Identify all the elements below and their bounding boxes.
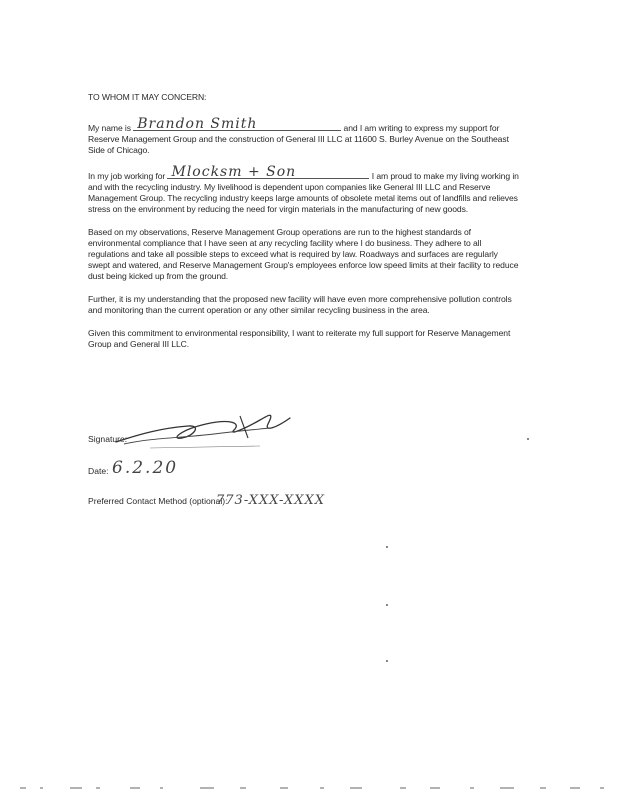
handwritten-date: 6.2.20 — [112, 458, 179, 478]
handwritten-name: Brandon Smith — [137, 116, 258, 132]
date-row — [88, 454, 428, 480]
paragraph-closing: Given this commitment to environmental responsibility, I want to reiterate my full support for Reserve Management Group and General III LLC. — [88, 328, 511, 349]
handwritten-signature — [110, 408, 300, 452]
signature-block — [88, 422, 428, 510]
intro-lead: My name is — [88, 123, 131, 133]
handwritten-contact: 773-XXX-XXXX — [216, 493, 325, 508]
job-lead: In my job working for — [88, 171, 166, 181]
signature-row — [88, 422, 428, 448]
contact-row — [88, 484, 428, 510]
paragraph-understanding: Further, it is my understanding that the proposed new facility will have even more comprehensive pollution controls and monitoring than the current operation or any other similar recycling business in the area. — [88, 294, 512, 315]
letter-body — [88, 92, 520, 362]
scan-speck — [386, 546, 388, 548]
contact-label: Preferred Contact Method (optional): — [88, 496, 228, 506]
scan-speck — [386, 660, 388, 662]
paragraph-job — [88, 164, 520, 215]
intro-rest: and I am writing to express my support for Reserve Management Group and the construction of General III LLC at 11600 S. Burley Avenue on the Southeast Side of Chicago. — [88, 123, 509, 155]
signature-label: Signature: — [88, 434, 128, 444]
paragraph-intro — [88, 116, 520, 156]
scan-speck — [527, 438, 529, 440]
name-fill-line — [133, 116, 341, 132]
salutation: TO WHOM IT MAY CONCERN: — [88, 92, 207, 102]
handwritten-company: Mlocksm + Son — [171, 164, 297, 180]
date-label: Date: — [88, 466, 109, 476]
scan-speck — [386, 604, 388, 606]
company-fill-line — [167, 164, 369, 180]
paragraph-observations: Based on my observations, Reserve Management Group operations are run to the highest standards of environmental compliance that I have seen at any recycling facility where I do business. They adhere to all regulations and take all possible steps to exceed what is required by law. Roadways and surfaces are regularly swept and watered, and Reserve Management Group's employees enforce low speed limits at their facility to reduce dust being kicked up from the ground. — [88, 227, 519, 281]
scan-edge-noise — [0, 786, 618, 790]
job-rest: I am proud to make my living working in and with the recycling industry. My livelihood is dependent upon companies like General III LLC and Reserve Management Group. The recycling industry keeps large amounts of obsolete metal items out of landfills and relieves stress on the environment by reducing the need for virgin materials in the manufacturing of new goods. — [88, 171, 519, 214]
